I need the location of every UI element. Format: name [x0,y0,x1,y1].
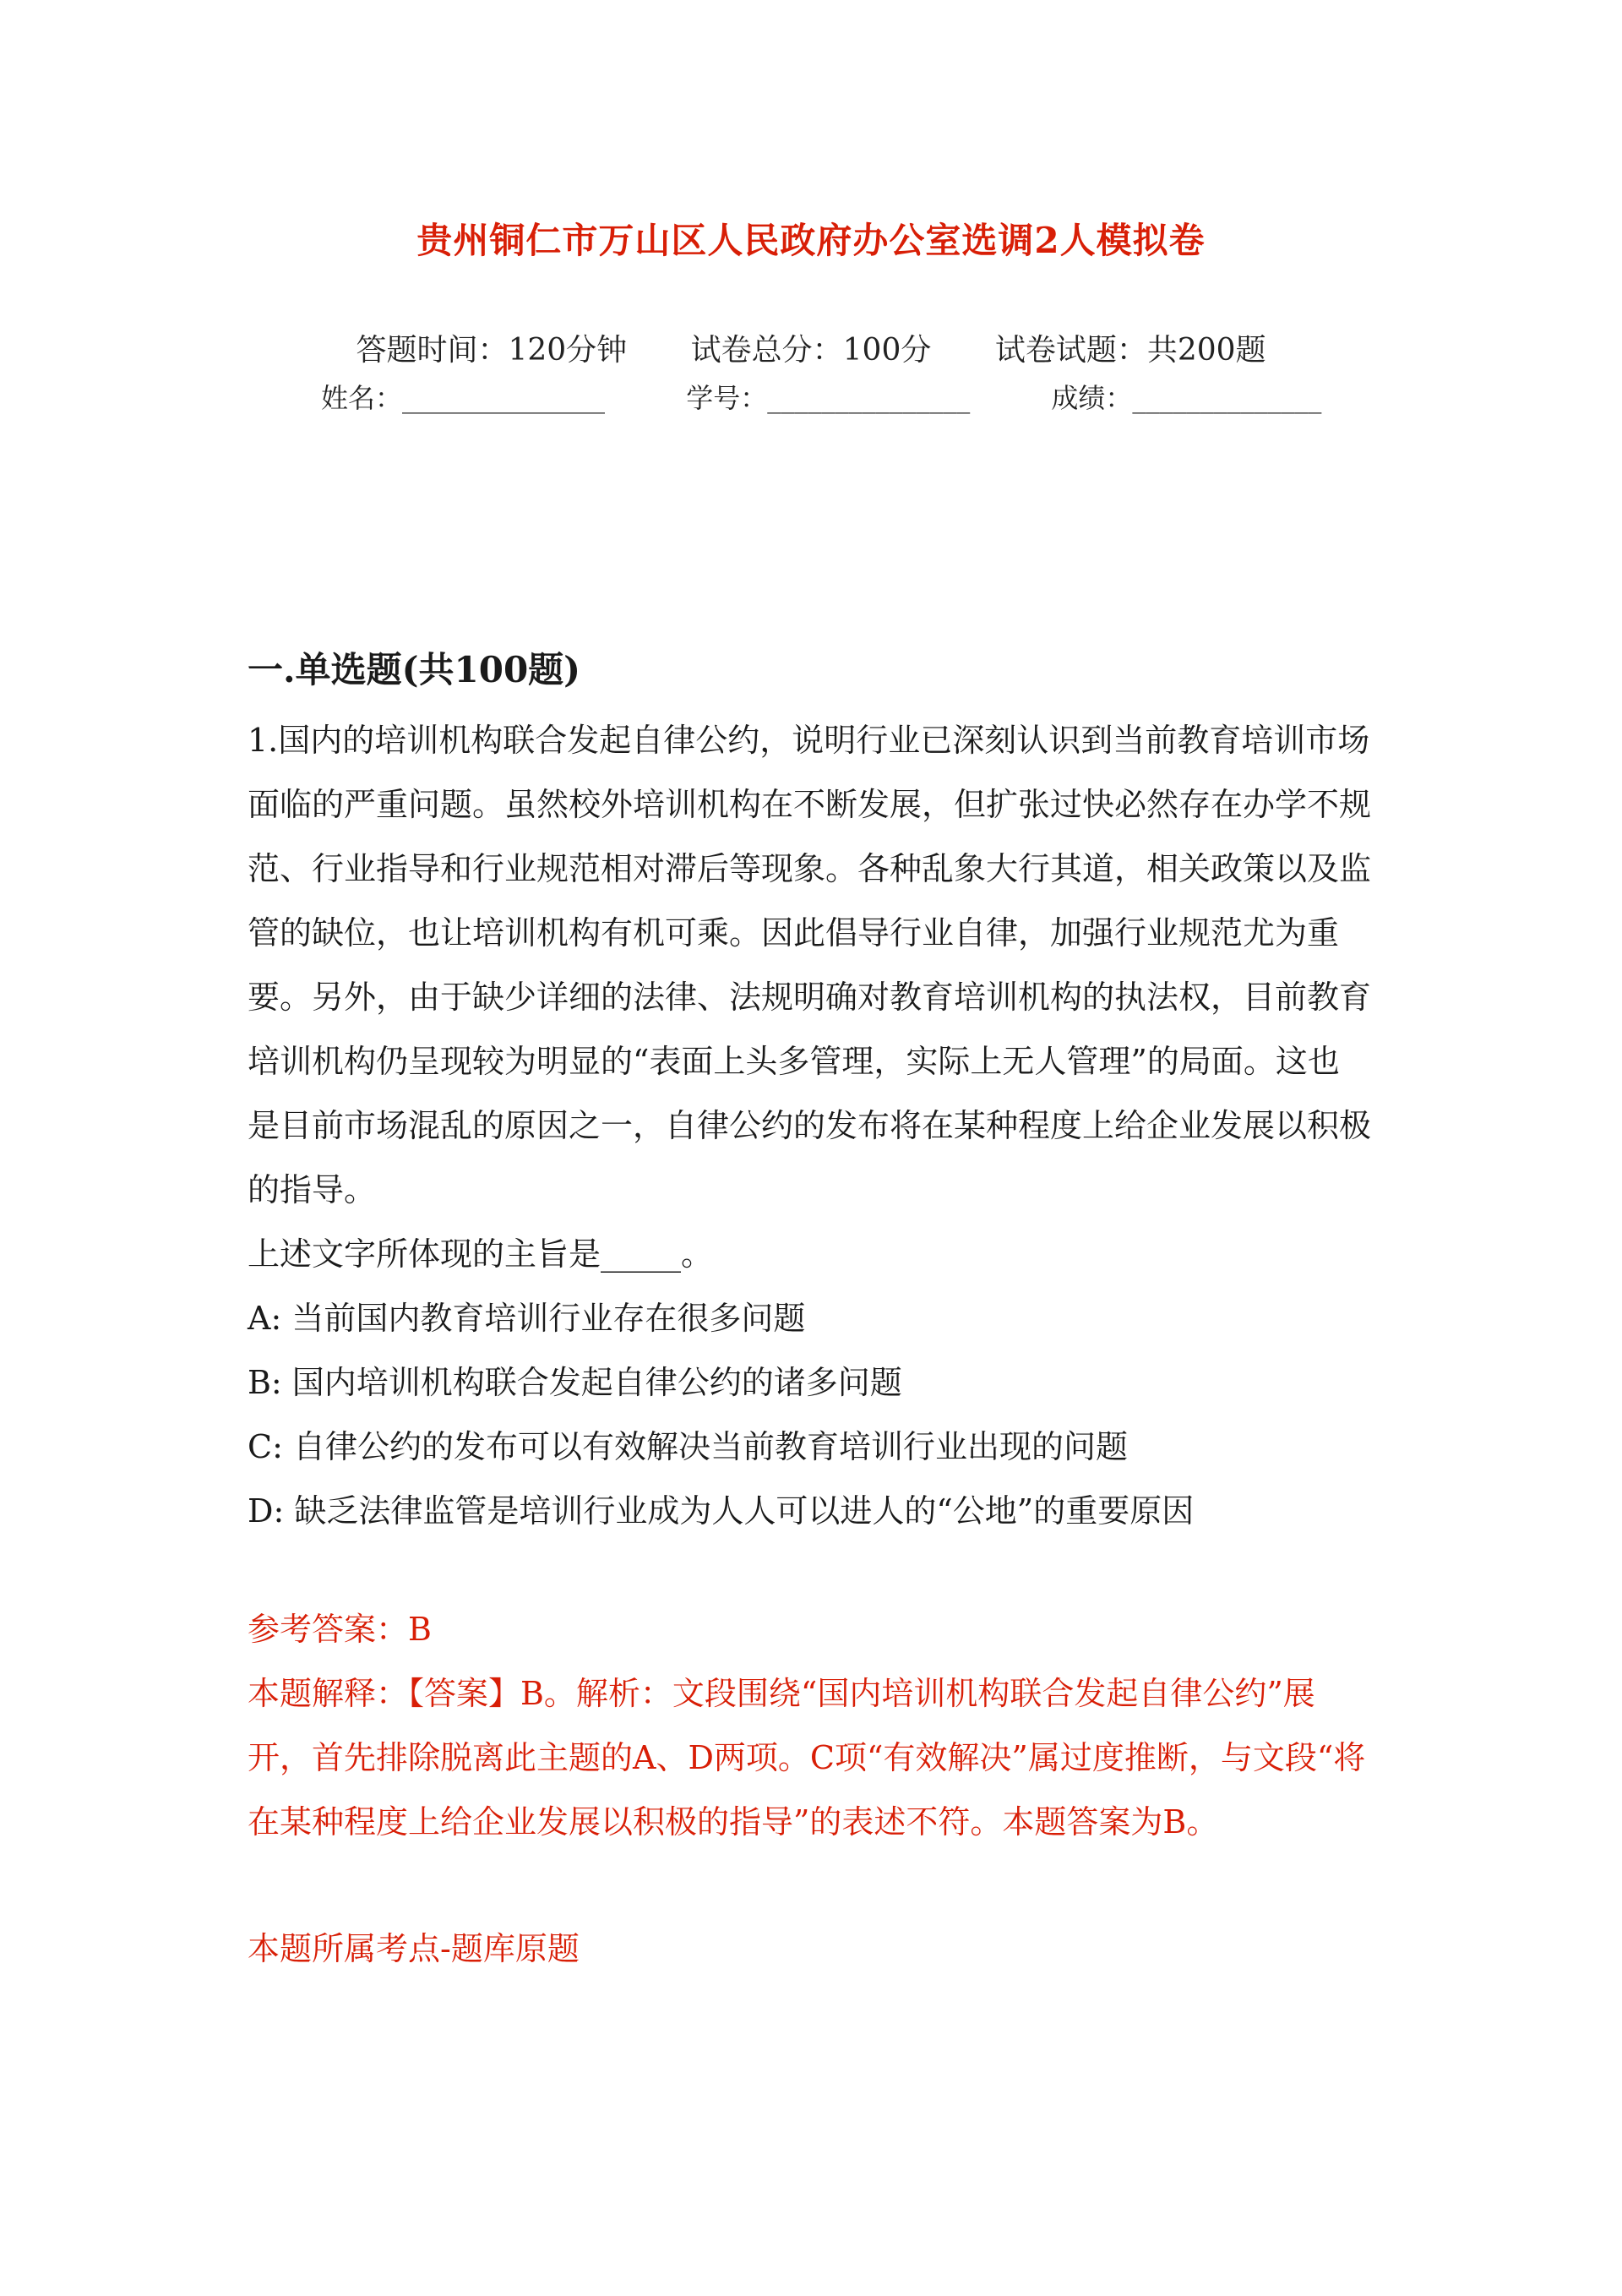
question-topic: 本题所属考点-题库原题 [248,1930,580,1967]
total-score: 试卷总分：100分 [690,333,932,368]
reference-answer: 参考答案：B [248,1611,432,1648]
student-info [321,377,1321,416]
question-passage: 1.国内的培训机构联合发起自律公约，说明行业已深刻认识到当前教育培训市场面临的严重问题。虽然校外培训机构在不断发展，但扩张过快必然存在办学不规范、行业指导和行业规范相对滞后等现象。各种乱象大行其道，相关政策以及监管的缺位，也让培训机构有机可乘。因此倡导行业自律，加强行业规范尤为重要。另外，由于缺少详细的法律、法规明确对教育培训机构的执法权，目前教育培训机构仍呈现较为明显的“表面上头多管理，实际上无人管理”的局面。这也是目前市场混乱的原因之一，自律公约的发布将在某种程度上给企业发展以积极的指导。 [248,722,1372,1208]
option-a: A: 当前国内教育培训行业存在很多问题 [248,1300,806,1337]
exam-meta [0,326,1622,369]
option-c: C: 自律公约的发布可以有效解决当前教育培训行业出现的问题 [248,1428,1128,1465]
exam-time: 答题时间：120分钟 [356,333,628,368]
option-d: D: 缺乏法律监管是培训行业成为人人可以进人的“公地”的重要原因 [248,1492,1195,1530]
question-stem: 上述文字所体现的主旨是_____。 [248,1235,714,1273]
answer-options [248,1286,1371,1543]
answer-explanation: 本题解释：【答案】B。解析：文段围绕“国内培训机构联合发起自律公约”展开，首先排除脱离此主题的A、D两项。C项“有效解决”属过度推断，与文段“将在某种程度上给企业发展以积极的指导”的表述不符。本题答案为B。 [248,1675,1366,1841]
option-b: B: 国内培训机构联合发起自律公约的诸多问题 [248,1364,902,1401]
question-count: 试卷试题：共200题 [994,333,1266,368]
section-heading: 一.单选题(共100题) [248,649,581,690]
answer-block [248,1597,1371,1854]
name-field: 姓名：_______________ [321,382,606,414]
score-field: 成绩：______________ [1051,382,1322,414]
student-id-field: 学号：_______________ [686,382,971,414]
exam-title: 贵州铜仁市万山区人民政府办公室选调2人模拟卷 [416,220,1206,261]
